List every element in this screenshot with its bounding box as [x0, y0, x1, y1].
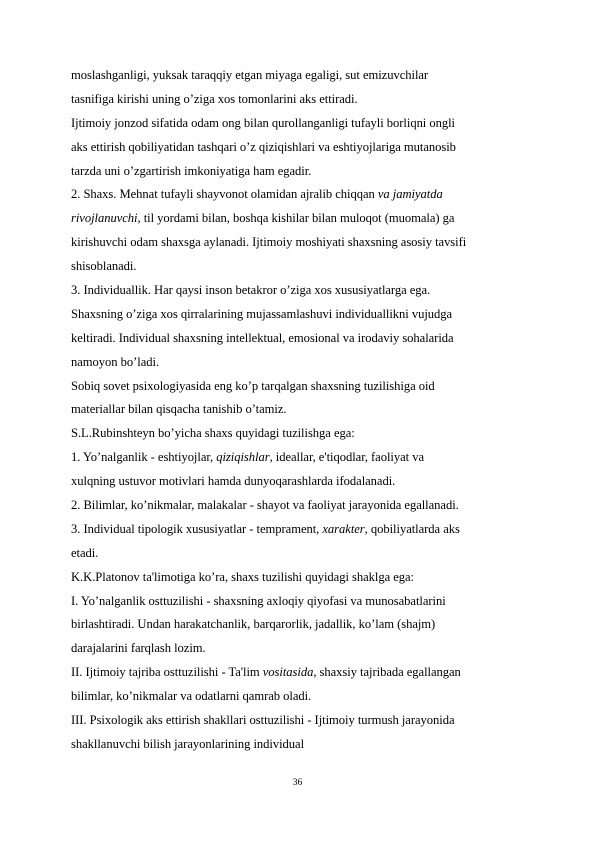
text-line [71, 160, 531, 184]
text-segment: tasnifiga kirishi uning o’ziga xos tomonlarini aks ettiradi. [71, 91, 358, 106]
text-segment: birlashtiradi. Undan harakatchanlik, barqarorlik, jadallik, ko’lam (shajm) [71, 617, 436, 632]
text-line [71, 637, 531, 661]
text-line [71, 613, 531, 637]
text-segment: , ideallar, e'tiqodlar, faoliyat va [269, 450, 424, 465]
italic-text-segment: va jamiyatda [377, 187, 443, 202]
text-line [71, 518, 531, 542]
text-segment: bilimlar, ko’nikmalar va odatlarni qamrab oladi. [71, 689, 312, 704]
text-line [71, 398, 531, 422]
document-body [71, 64, 531, 757]
text-segment: darajalarini farqlash lozim. [71, 641, 206, 656]
text-segment: I. Yo’nalganlik osttuzilishi - shaxsning axloqiy qiyofasi va munosabatlarini [71, 593, 446, 608]
text-line [71, 733, 531, 757]
text-segment: kirishuvchi odam shaxsga aylanadi. Ijtimoiy moshiyati shaxsning asosiy tavsifi [71, 235, 467, 250]
text-segment: moslashganligi, yuksak taraqqiy etgan miyaga egaligi, sut emizuvchilar [71, 68, 429, 82]
italic-text-segment: rivojlanuvchi [71, 211, 138, 226]
text-segment: , til yordami bilan, boshqa kishilar bilan muloqot (muomala) ga [137, 211, 455, 226]
text-segment: shisoblanadi. [71, 259, 137, 274]
text-line [71, 661, 531, 685]
text-segment: Shaxsning o’ziga xos qirralarining mujassamlashuvi individuallikni vujudga [71, 306, 453, 321]
text-line [71, 279, 531, 303]
text-line [71, 422, 531, 446]
text-segment: shakllanuvchi bilish jarayonlarining individual [71, 736, 305, 751]
text-line [71, 64, 531, 88]
text-line [71, 207, 531, 231]
text-segment: 2. Bilimlar, ko’nikmalar, malakalar - shayot va faoliyat jarayonida egallanadi. [71, 498, 459, 513]
text-segment: 2. Shaxs. Mehnat tufayli shayvonot olamidan ajralib chiqqan [71, 187, 378, 202]
italic-text-segment: xarakter [322, 521, 365, 536]
text-segment: namoyon bo’ladi. [71, 354, 160, 369]
text-segment: tarzda uni o’zgartirish imkoniyatiga ham egadir. [71, 163, 312, 178]
text-segment: , qobiliyatlarda aks [364, 521, 460, 536]
text-line [71, 183, 531, 207]
text-line [71, 542, 531, 566]
page-number: 36 [292, 778, 303, 788]
text-segment: III. Psixologik aks ettirish shakllari osttuzilishi - Ijtimoiy turmush jarayonida [71, 713, 455, 728]
text-line [71, 566, 531, 590]
text-segment: 3. Individuallik. Har qaysi inson betakror o’ziga xos xususiyatlarga ega. [71, 283, 431, 298]
text-segment: K.K.Platonov ta'limotiga ko’ra, shaxs tuzilishi quyidagi shaklga ega: [71, 569, 414, 584]
text-segment: aks ettirish qobiliyatidan tashqari o’z qiziqishlari va eshtiyojlariga mutanosib [71, 139, 456, 154]
italic-text-segment: qiziqishlar [216, 450, 270, 465]
italic-text-segment: vositasida [262, 665, 314, 680]
text-segment: 1. Yo’nalganlik - eshtiyojlar, [71, 450, 217, 465]
text-segment: xulqning ustuvor motivlari hamda dunyoqarashlarda ifodalanadi. [71, 474, 396, 489]
text-segment: materiallar bilan qisqacha tanishib o’tamiz. [71, 402, 287, 417]
text-segment: , shaxsiy tajribada egallangan [313, 665, 461, 680]
text-line [71, 351, 531, 375]
text-line [71, 303, 531, 327]
text-line [71, 446, 531, 470]
text-segment: keltiradi. Individual shaxsning intellektual, emosional va irodaviy sohalarida [71, 330, 454, 345]
text-line [71, 327, 531, 351]
text-line [71, 375, 531, 399]
text-segment: S.L.Rubinshteyn bo’yicha shaxs quyidagi tuzilishga ega: [71, 426, 355, 441]
text-segment: II. Ijtimoiy tajriba osttuzilishi - Ta'lim [71, 665, 263, 680]
text-segment: 3. Individual tipologik xususiyatlar - tempramen​t, [71, 521, 323, 536]
text-line [71, 590, 531, 614]
text-line [71, 231, 531, 255]
text-line [71, 494, 531, 518]
text-segment: Ijtimoiy jonzod sifatida odam ong bilan qurollanganligi tufayli borliqni ongli [71, 115, 455, 130]
text-line [71, 136, 531, 160]
text-segment: etadi. [71, 545, 99, 560]
text-line [71, 685, 531, 709]
text-line [71, 112, 531, 136]
text-line [71, 470, 531, 494]
text-line [71, 88, 531, 112]
text-line [71, 255, 531, 279]
text-segment: Sobiq sovet psixologiyasida eng ko’p tarqalgan shaxsning tuzilishiga oid [71, 378, 435, 393]
text-line [71, 709, 531, 733]
